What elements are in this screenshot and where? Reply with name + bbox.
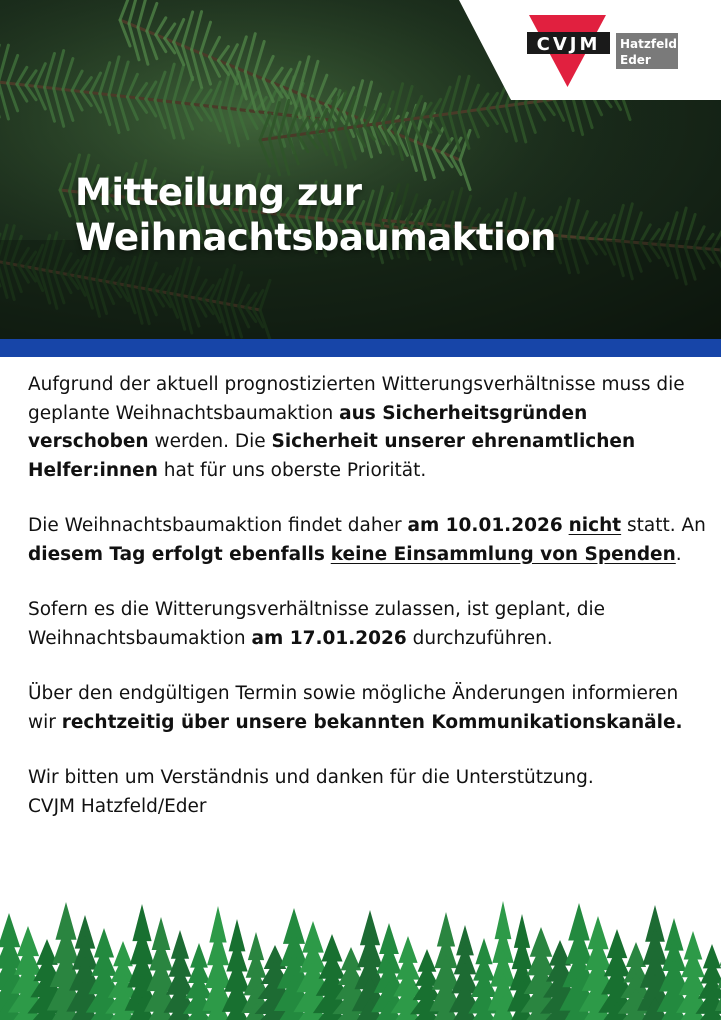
text-segment: werden. Die <box>148 431 272 452</box>
closing-line: Wir bitten um Verständnis und danken für die Unterstützung. <box>28 767 594 788</box>
text-segment: Aufgrund der aktuell prognostizierten Witterungsverhältnisse muss die geplante Weihnachtsbaumaktion <box>28 374 685 424</box>
announcement-body <box>28 371 708 848</box>
accent-divider <box>0 339 721 357</box>
text-segment: Die Weihnachtsbaumaktion findet daher <box>28 515 408 536</box>
logo-location-line-2: Eder <box>620 53 651 67</box>
bold-text: Sicherheit unserer ehrenamtlichen Helfer:innen <box>28 431 636 481</box>
text-segment: durchzuführen. <box>406 627 553 649</box>
text-segment: Sofern es die Witterungsverhältnisse zulassen, ist geplant, die Weihnachtsbaumaktion <box>28 599 606 649</box>
page-title <box>75 170 556 260</box>
underlined-not: nicht <box>568 515 622 536</box>
bold-date: am 17.01.2026 <box>251 627 407 649</box>
title-line-1: Mitteilung zur <box>75 171 362 214</box>
bold-text: diesem Tag erfolgt ebenfalls <box>28 543 325 565</box>
logo-brand-text: CVJM <box>536 34 601 55</box>
text-segment: statt. An <box>621 515 706 536</box>
text-segment: . <box>675 543 682 565</box>
bold-date: am 10.01.2026 <box>407 515 563 536</box>
paragraph-postponement <box>28 371 708 485</box>
signature-line: CVJM Hatzfeld/Eder <box>28 795 207 817</box>
hero-image <box>0 0 721 339</box>
underlined-no-donations: keine Einsammlung von Spenden <box>330 543 676 565</box>
logo-location-line-1: Hatzfeld <box>620 37 677 51</box>
text-segment: hat für uns oberste Priorität. <box>157 459 427 481</box>
paragraph-closing <box>28 764 708 821</box>
paragraph-new-date <box>28 596 708 653</box>
title-line-2: Weihnachtsbaumaktion <box>75 216 556 259</box>
paragraph-cancellation <box>28 512 708 569</box>
bold-text: rechtzeitig über unsere bekannten Kommunikationskanäle. <box>61 711 683 733</box>
fir-tree-border <box>0 890 721 1020</box>
text-segment: Über den endgültigen Termin sowie mögliche Änderungen informieren wir <box>28 683 679 733</box>
bold-text: aus Sicherheitsgründen verschoben <box>28 402 588 452</box>
cvjm-logo <box>459 0 721 100</box>
paragraph-information <box>28 680 708 737</box>
